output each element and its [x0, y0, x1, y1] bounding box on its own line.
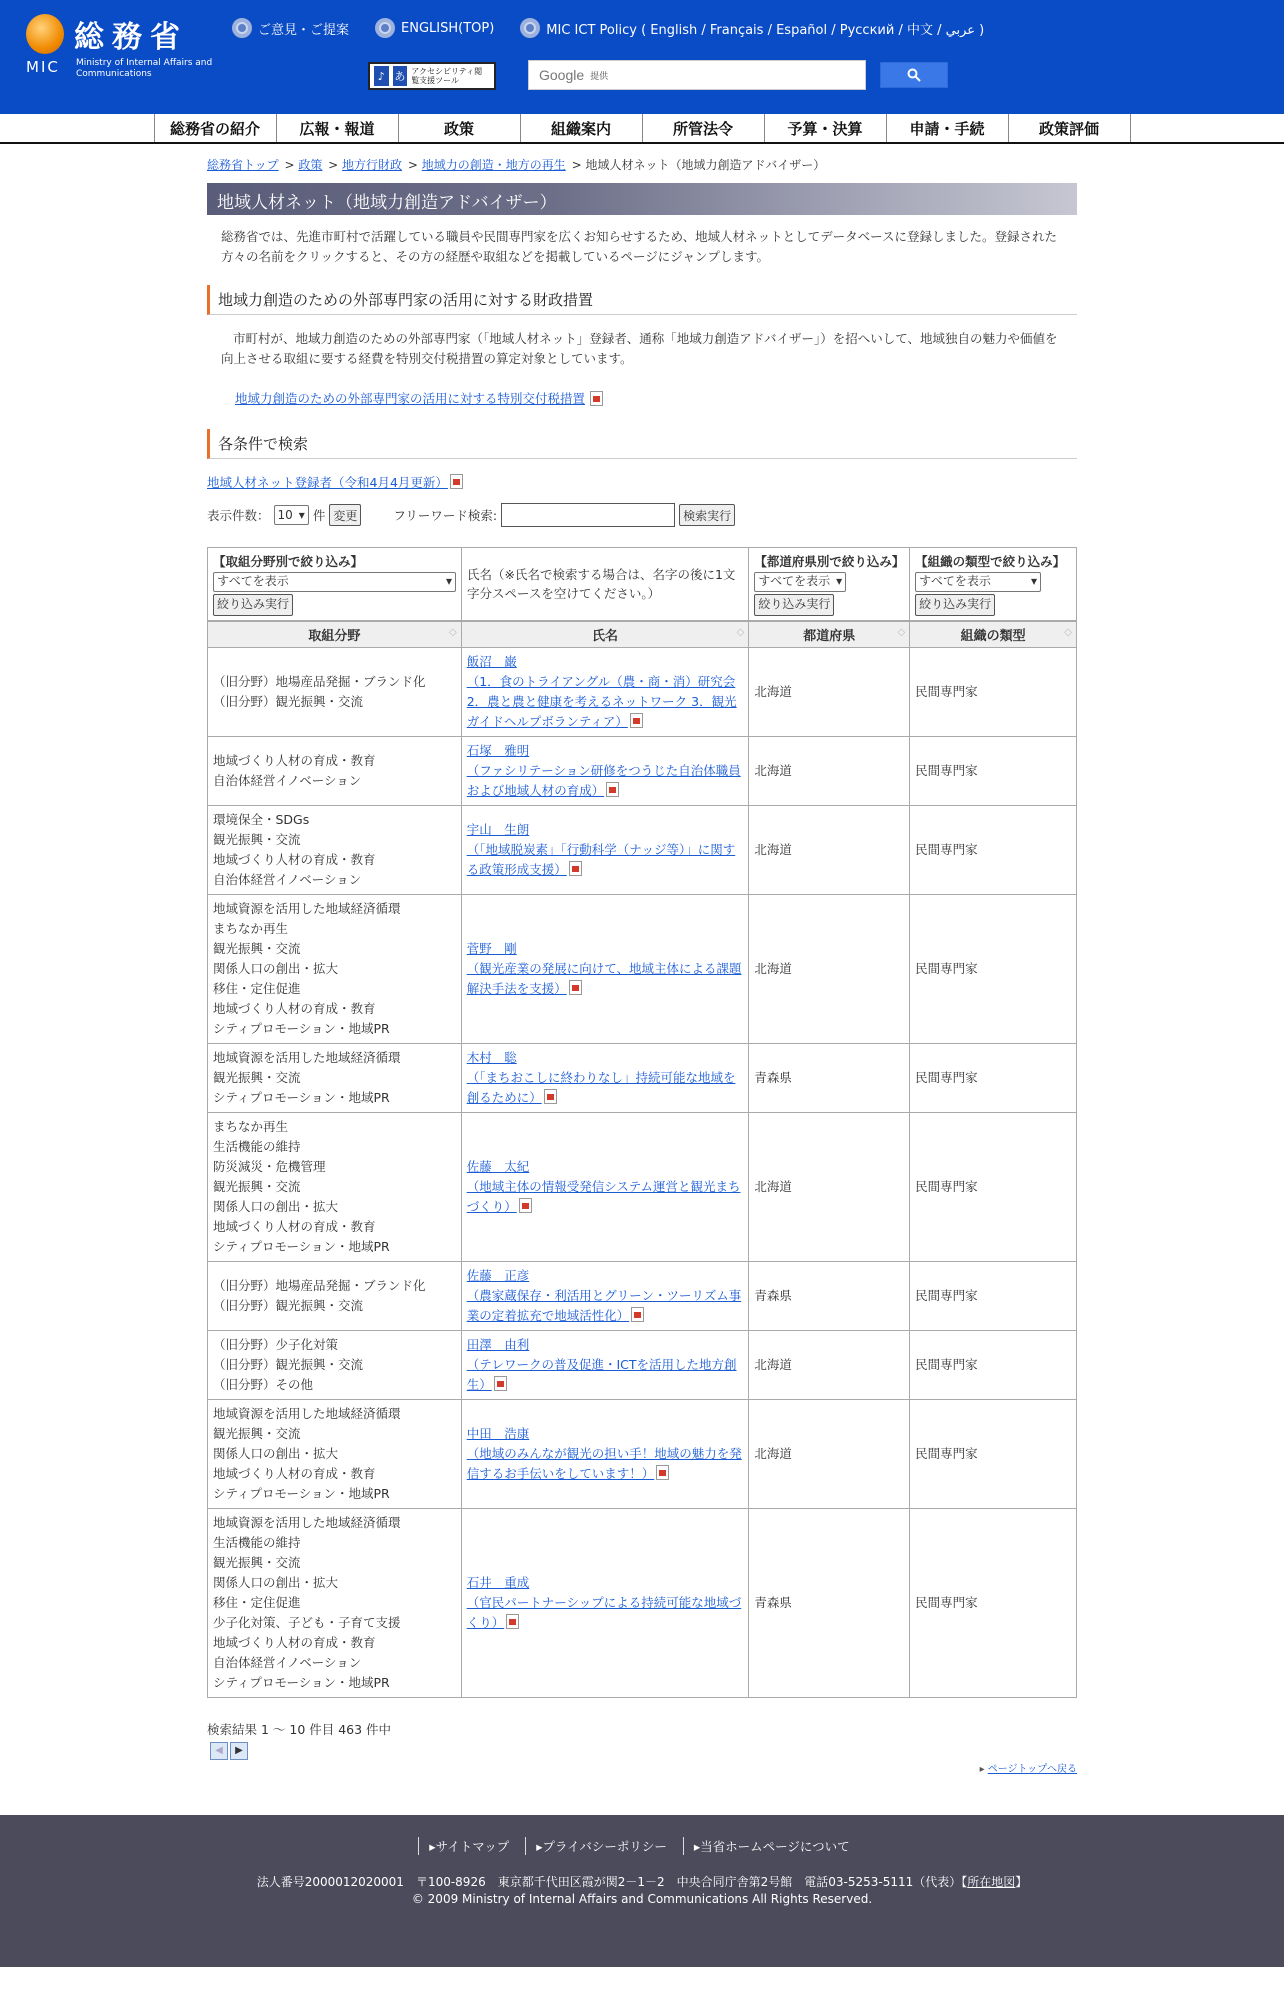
- count-select[interactable]: [274, 505, 309, 525]
- field-item: （旧分野）地場産品発掘・ブランド化: [213, 1277, 426, 1293]
- nav-item-laws[interactable]: 所管法令: [643, 114, 765, 142]
- cell-org-type: 民間専門家: [910, 1399, 1077, 1508]
- cell-name: [461, 1330, 749, 1399]
- advisor-description-link[interactable]: （官民パートナーシップによる持続可能な地域づくり）: [466, 1594, 742, 1630]
- field-item: まちなか再生: [213, 920, 289, 936]
- table-row: [208, 1508, 1077, 1697]
- field-select[interactable]: [213, 572, 456, 592]
- advisor-description-link[interactable]: （1．食のトライアングル（農・商・消）研究会 2．農と農と健康を考えるネットワーク 3．観光ガイドヘルプボランティア）: [466, 673, 737, 729]
- cell-org-type: 民間専門家: [910, 1043, 1077, 1112]
- advisor-name-link[interactable]: 田澤 由利: [466, 1336, 530, 1352]
- advisor-name-link[interactable]: 菅野 剛: [466, 940, 517, 956]
- advisor-description-link[interactable]: （地域のみんなが観光の担い手！地域の魅力を発信するお手伝いをしています！）: [466, 1445, 742, 1481]
- cell-name: [461, 1399, 749, 1508]
- field-item: （旧分野）観光振興・交流: [213, 693, 364, 709]
- google-sub: 提供: [590, 71, 609, 82]
- logo-mic-text: MIC: [26, 58, 60, 76]
- nav-item-organization[interactable]: 組織案内: [521, 114, 643, 142]
- advisor-description-link[interactable]: （「地域脱炭素」「行動科学（ナッジ等）」に関する政策形成支援）: [466, 841, 736, 877]
- field-item: 地域資源を活用した地域経済循環: [213, 1514, 401, 1530]
- pdf-icon: [631, 1307, 644, 1322]
- table-row: [208, 894, 1077, 1043]
- cell-fields: [208, 647, 462, 736]
- header-link-ict-policy[interactable]: [520, 18, 984, 38]
- cell-prefecture: 北海道: [749, 1330, 910, 1399]
- field-item: （旧分野）観光振興・交流: [213, 1356, 364, 1372]
- logo-en-text: Ministry of Internal Affairs and Communications: [76, 58, 213, 79]
- header-link-label: ENGLISH(TOP): [401, 20, 495, 36]
- page-title: 地域人材ネット（地域力創造アドバイザー）: [207, 183, 1077, 215]
- registry-pdf-link[interactable]: 地域人材ネット登録者（令和4月4月更新）: [207, 475, 448, 490]
- field-item: 移住・定住促進: [213, 1594, 301, 1610]
- field-item: 関係人口の創出・拡大: [213, 1445, 339, 1461]
- footer-link-about[interactable]: ▸当省ホームページについて: [683, 1837, 866, 1855]
- footer-address-text: 法人番号2000012020001 〒100-8926 東京都千代田区霞が関2－1－2 中央合同庁舎第2号館 電話03-5253-5111（代表）: [256, 1874, 962, 1889]
- cell-prefecture: 北海道: [749, 647, 910, 736]
- field-item: 移住・定住促進: [213, 980, 301, 996]
- footer-copyright: © 2009 Ministry of Internal Affairs and Communications All Rights Reserved.: [411, 1891, 873, 1906]
- advisor-name-link[interactable]: 佐藤 正彦: [466, 1267, 530, 1283]
- field-item: 関係人口の創出・拡大: [213, 960, 339, 976]
- breadcrumb-sep: >: [280, 158, 299, 172]
- field-item: 観光振興・交流: [213, 1178, 301, 1194]
- footer-link-label: プライバシーポリシー: [542, 1838, 667, 1854]
- logo-jp-text: 総務省: [74, 20, 188, 55]
- cell-org-type: 民間専門家: [910, 1112, 1077, 1261]
- to-top-link[interactable]: ページトップへ戻る: [987, 1763, 1077, 1775]
- advisor-name-link[interactable]: 佐藤 太紀: [466, 1158, 530, 1174]
- change-button[interactable]: 変更: [329, 504, 361, 526]
- footer-link-label: サイトマップ: [435, 1838, 510, 1854]
- advisor-description-link[interactable]: （「まちおこしに終わりなし」持続可能な地域を創るために）: [466, 1069, 736, 1105]
- field-item: 自治体経営イノベーション: [213, 1654, 362, 1670]
- count-label: 表示件数：: [207, 508, 270, 523]
- org-filter-button[interactable]: 絞り込み実行: [915, 594, 995, 616]
- field-item: シティプロモーション・地域PR: [213, 1674, 390, 1690]
- column-header-name[interactable]: 氏名 ◇: [461, 621, 749, 647]
- field-item: （旧分野）観光振興・交流: [213, 1297, 364, 1313]
- pref-select-value: すべてを表示: [758, 574, 831, 588]
- field-item: シティプロモーション・地域PR: [213, 1089, 390, 1105]
- filter-pref-cell: [749, 548, 910, 621]
- cell-fields: [208, 1261, 462, 1330]
- field-item: 地域資源を活用した地域経済循環: [213, 900, 401, 916]
- cell-name: [461, 736, 749, 805]
- cell-prefecture: 北海道: [749, 894, 910, 1043]
- breadcrumb: [207, 156, 1077, 173]
- field-item: （旧分野）地場産品発掘・ブランド化: [213, 673, 426, 689]
- speaker-icon: ♪: [374, 66, 389, 86]
- keyword-search-button[interactable]: 検索実行: [679, 504, 735, 526]
- advisor-description-link[interactable]: （農家蔵保存・利活用とグリーン・ツーリズム事業の定着拡充で地域活性化）: [466, 1287, 742, 1323]
- cell-name: [461, 1112, 749, 1261]
- cell-name: [461, 1043, 749, 1112]
- column-header-pref[interactable]: 都道府県 ◇: [749, 621, 910, 647]
- field-item: 観光振興・交流: [213, 940, 301, 956]
- advisor-description-link[interactable]: （ファシリテーション研修をつうじた自治体職員および地域人材の育成）: [466, 762, 741, 798]
- breadcrumb-sep: >: [567, 158, 586, 172]
- advisor-name-link[interactable]: 石井 重成: [466, 1574, 530, 1590]
- field-item: 生活機能の維持: [213, 1138, 301, 1154]
- cell-org-type: 民間専門家: [910, 1330, 1077, 1399]
- footer-map-link[interactable]: 所在地図: [967, 1874, 1016, 1889]
- cell-prefecture: 青森県: [749, 1508, 910, 1697]
- table-row: [208, 1043, 1077, 1112]
- section-heading-search: 各条件で検索: [207, 429, 1077, 459]
- field-item: 地域資源を活用した地域経済循環: [213, 1049, 401, 1065]
- cell-prefecture: 北海道: [749, 1112, 910, 1261]
- table-row: [208, 647, 1077, 736]
- field-item: 自治体経営イノベーション: [213, 871, 362, 887]
- accessibility-a-icon: あ: [393, 66, 408, 86]
- column-header-org[interactable]: 組織の類型 ◇: [910, 621, 1077, 647]
- chevron-down-icon: ▾: [836, 574, 843, 588]
- breadcrumb-local-finance[interactable]: 地方行財政: [342, 158, 403, 172]
- table-row: [208, 1330, 1077, 1399]
- field-item: まちなか再生: [213, 1118, 289, 1134]
- breadcrumb-current: 地域人材ネット（地域力創造アドバイザー）: [585, 158, 826, 172]
- advisor-table: [207, 621, 1077, 1698]
- filter-table: [207, 547, 1077, 621]
- search-icon: [907, 68, 921, 82]
- global-nav: [0, 114, 1284, 144]
- nav-item-budget[interactable]: 予算・決算: [765, 114, 887, 142]
- header-link-label: MIC ICT Policy ( English / Français / Español / Русский / 中文 / عربي ): [546, 22, 985, 38]
- financial-pdf-row: [207, 389, 1077, 407]
- footer-address: 法人番号2000012020001 〒100-8926 東京都千代田区霞が関2－1－2 中央合同庁舎第2号館 電話03-5253-5111（代表）【所在地図】: [256, 1874, 1028, 1889]
- nav-item-applications[interactable]: 申請・手続: [887, 114, 1009, 142]
- section-heading-financial: 地域力創造のための外部専門家の活用に対する財政措置: [207, 285, 1077, 315]
- table-row: [208, 736, 1077, 805]
- field-select-value: すべてを表示: [217, 574, 289, 588]
- table-row: [208, 1112, 1077, 1261]
- field-item: 観光振興・交流: [213, 1069, 301, 1085]
- cell-org-type: 民間専門家: [910, 647, 1077, 736]
- cell-org-type: 民間専門家: [910, 894, 1077, 1043]
- intro-text: 総務省では、先進市町村で活躍している職員や民間専門家を広くお知らせするため、地域人材ネットとしてデータベースに登録しました。登録された方々の名前をクリックすると、その方の経歴や取組などを掲載しているページにジャンプします。: [221, 229, 1058, 264]
- cell-name: [461, 894, 749, 1043]
- pdf-icon: [569, 861, 582, 876]
- pager: [207, 1742, 1077, 1760]
- pref-select[interactable]: [754, 572, 846, 592]
- cell-fields: [208, 1043, 462, 1112]
- prev-page-button[interactable]: ◀: [210, 1742, 228, 1760]
- bullet-circle-icon: [375, 18, 395, 38]
- field-item: 地域づくり人材の育成・教育: [213, 1000, 376, 1016]
- result-count: 検索結果 1 ～ 10 件目 463 件中: [207, 1721, 392, 1737]
- field-item: 関係人口の創出・拡大: [213, 1574, 339, 1590]
- arrow-right-icon: ▸: [979, 1763, 985, 1775]
- breadcrumb-sep: >: [404, 158, 422, 172]
- field-item: 観光振興・交流: [213, 1554, 301, 1570]
- org-select-value: すべてを表示: [919, 574, 991, 588]
- cell-org-type: 民間専門家: [910, 736, 1077, 805]
- field-item: シティプロモーション・地域PR: [213, 1238, 390, 1254]
- pdf-icon: [630, 713, 643, 728]
- cell-fields: [208, 736, 462, 805]
- pdf-icon: [494, 1376, 507, 1391]
- breadcrumb-policy[interactable]: 政策: [298, 158, 323, 172]
- field-item: 地域づくり人材の育成・教育: [213, 1465, 376, 1481]
- field-item: シティプロモーション・地域PR: [213, 1020, 390, 1036]
- cell-org-type: 民間専門家: [910, 1508, 1077, 1697]
- advisor-name-link[interactable]: 木村 聡: [466, 1049, 517, 1065]
- keyword-input[interactable]: [501, 503, 675, 527]
- cell-prefecture: 青森県: [749, 1043, 910, 1112]
- field-item: 地域づくり人材の育成・教育: [213, 851, 376, 867]
- pdf-icon: [450, 474, 463, 489]
- cell-fields: [208, 1508, 462, 1697]
- bullet-circle-icon: [232, 18, 252, 38]
- field-item: 生活機能の維持: [213, 1534, 301, 1550]
- field-item: （旧分野）少子化対策: [213, 1336, 339, 1352]
- table-row: [208, 1261, 1077, 1330]
- filter-field-cell: [208, 548, 462, 621]
- cell-prefecture: 北海道: [749, 805, 910, 894]
- chevron-down-icon: ▾: [1031, 574, 1038, 588]
- advisor-name-link[interactable]: 宇山 生朗: [466, 821, 530, 837]
- field-item: 防災減災・危機管理: [213, 1158, 326, 1174]
- org-select[interactable]: [915, 572, 1041, 592]
- breadcrumb-sep: >: [324, 158, 343, 172]
- field-item: 地域づくり人材の育成・教育: [213, 1634, 376, 1650]
- advisor-name-link[interactable]: 石塚 雅明: [466, 742, 530, 758]
- cell-prefecture: 青森県: [749, 1261, 910, 1330]
- chevron-down-icon: ▾: [298, 508, 305, 522]
- advisor-name-link[interactable]: 飯沼 巌: [466, 653, 517, 669]
- cell-fields: [208, 1330, 462, 1399]
- field-item: （旧分野）その他: [213, 1376, 314, 1392]
- site-header: [0, 0, 1284, 114]
- table-row: [208, 805, 1077, 894]
- advisor-name-link[interactable]: 中田 浩康: [466, 1425, 530, 1441]
- field-item: 少子化対策、子ども・子育て支援: [213, 1614, 401, 1630]
- table-row: [208, 1399, 1077, 1508]
- pdf-icon: [569, 980, 582, 995]
- footer-link-label: 当省ホームページについて: [700, 1838, 850, 1854]
- cell-name: [461, 647, 749, 736]
- bullet-circle-icon: [520, 18, 540, 38]
- field-item: 観光振興・交流: [213, 831, 301, 847]
- header-top-links: [232, 18, 984, 38]
- filter-org-label: 【組織の類型で絞り込み】: [915, 554, 1066, 569]
- footer-links: [0, 1837, 1284, 1855]
- accessibility-tool-button[interactable]: [368, 62, 496, 90]
- search-controls: [207, 503, 1077, 527]
- pdf-icon: [606, 782, 619, 797]
- cell-prefecture: 北海道: [749, 736, 910, 805]
- advisor-description-link[interactable]: （テレワークの普及促進・ICTを活用した地方創生）: [466, 1356, 737, 1392]
- advisor-description-link[interactable]: （地域主体の情報受発信システム運営と観光まちづくり）: [466, 1178, 741, 1214]
- field-item: 地域づくり人材の育成・教育: [213, 752, 376, 768]
- nav-item-press[interactable]: 広報・報道: [277, 114, 399, 142]
- nav-item-about[interactable]: 総務省の紹介: [155, 114, 277, 142]
- section-financial-text: 市町村が、地域力創造のための外部専門家（「地域人材ネット」登録者、通称「地域力創造アドバイザー」）を招へいして、地域独自の魅力や価値を向上させる取組に要する経費を特別交付税措置の算定対象としています。: [221, 331, 1058, 366]
- search-input[interactable]: [528, 60, 866, 90]
- cell-org-type: 民間専門家: [910, 805, 1077, 894]
- cell-name: [461, 1508, 749, 1697]
- mic-logo[interactable]: [26, 12, 211, 82]
- nav-item-evaluation[interactable]: 政策評価: [1009, 114, 1131, 142]
- footer-link-sitemap[interactable]: ▸サイトマップ: [418, 1837, 525, 1855]
- keyword-label: フリーワード検索:: [393, 508, 498, 523]
- registry-row: [207, 473, 1077, 491]
- filter-name-note: 氏名（※氏名で検索する場合は、名字の後に1文字分スペースを空けてください。）: [462, 548, 749, 621]
- breadcrumb-top[interactable]: 総務省トップ: [207, 158, 279, 172]
- accessibility-tool-label: アクセシビリティ閲覧支援ツール: [411, 67, 483, 85]
- column-header-field[interactable]: 取組分野 ◇: [208, 621, 462, 647]
- next-page-button[interactable]: ▶: [230, 1742, 248, 1760]
- header-link-label: ご意見・ご提案: [258, 22, 350, 38]
- count-select-value: 10: [277, 508, 293, 522]
- filter-pref-label: 【都道府県別で絞り込み】: [754, 554, 905, 569]
- financial-pdf-link[interactable]: 地域力創造のための外部専門家の活用に対する特別交付税措置: [235, 391, 586, 406]
- field-item: シティプロモーション・地域PR: [213, 1485, 390, 1501]
- cell-fields: [208, 805, 462, 894]
- pdf-icon: [590, 391, 603, 406]
- footer-link-privacy[interactable]: ▸プライバシーポリシー: [525, 1837, 683, 1855]
- field-item: 観光振興・交流: [213, 1425, 301, 1441]
- field-item: 関係人口の創出・拡大: [213, 1198, 339, 1214]
- field-item: 自治体経営イノベーション: [213, 772, 362, 788]
- nav-item-policy[interactable]: 政策: [399, 114, 521, 142]
- cell-prefecture: 北海道: [749, 1399, 910, 1508]
- pref-filter-button[interactable]: 絞り込み実行: [754, 594, 834, 616]
- field-item: 地域資源を活用した地域経済循環: [213, 1405, 401, 1421]
- main-content: [207, 156, 1077, 1775]
- filter-org-cell: [910, 548, 1077, 621]
- chevron-down-icon: ▾: [445, 574, 452, 588]
- field-item: 環境保全・SDGs: [213, 811, 310, 827]
- google-brand: Google: [539, 67, 585, 83]
- advisor-description-link[interactable]: （観光産業の発展に向けて、地域主体による課題解決手法を支援）: [466, 960, 742, 996]
- cell-name: [461, 1261, 749, 1330]
- cell-name: [461, 805, 749, 894]
- breadcrumb-regional[interactable]: 地域力の創造・地方の再生: [421, 158, 566, 172]
- to-top-row: [207, 1760, 1077, 1775]
- cell-fields: [208, 894, 462, 1043]
- cell-fields: [208, 1112, 462, 1261]
- field-item: 地域づくり人材の育成・教育: [213, 1218, 376, 1234]
- search-button[interactable]: [880, 62, 948, 88]
- pdf-icon: [656, 1465, 669, 1480]
- pdf-icon: [506, 1614, 519, 1629]
- filter-field-label: 【取組分野別で絞り込み】: [213, 554, 364, 569]
- cell-fields: [208, 1399, 462, 1508]
- logo-mark-icon: [26, 14, 64, 54]
- cell-org-type: 民間専門家: [910, 1261, 1077, 1330]
- header-link-feedback[interactable]: [232, 18, 349, 38]
- count-unit: 件: [312, 508, 326, 523]
- header-link-english[interactable]: [375, 18, 494, 38]
- field-filter-button[interactable]: 絞り込み実行: [213, 594, 293, 616]
- site-footer: [0, 1815, 1284, 1967]
- pdf-icon: [519, 1198, 532, 1213]
- pdf-icon: [544, 1089, 557, 1104]
